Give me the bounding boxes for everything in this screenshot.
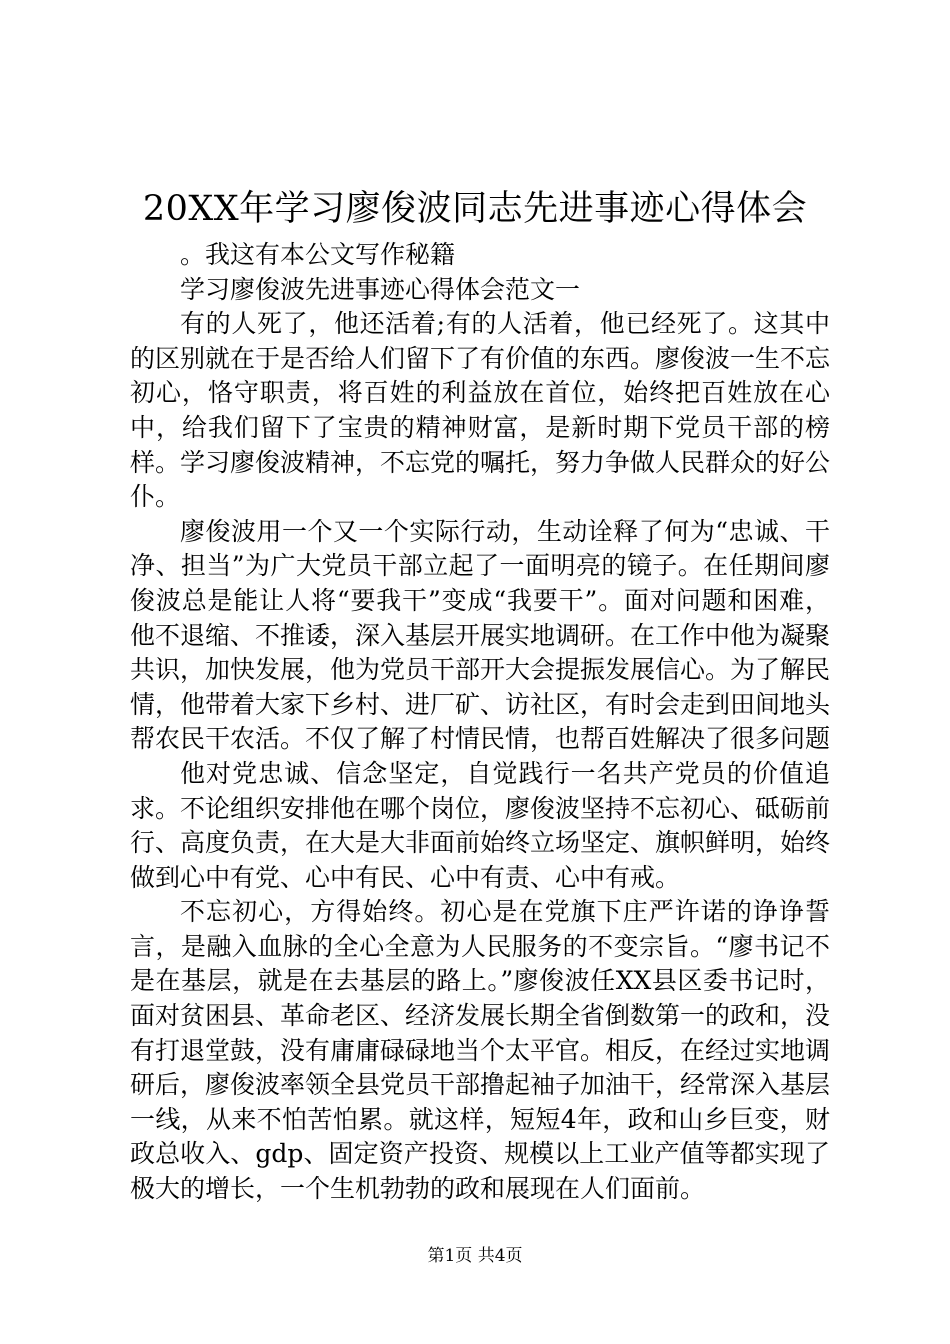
intro-line: 。我这有本公文写作秘籍	[180, 240, 456, 269]
document-title: 20XX年学习廖俊波同志先进事迹心得体会	[142, 189, 808, 229]
section-heading: 学习廖俊波先进事迹心得体会范文一	[180, 274, 581, 304]
body-paragraph: 廖俊波用一个又一个实际行动，生动诠释了何为“忠诚、干净、担当”为广大党员干部立起了一面明亮的镜子。在任期间廖俊波总是能让人将“要我干”变成“我要干”。面对问题和困难，他不退缩、不推诿，深入基层开展实地调研。在工作中他为凝聚共识，加快发展，他为党员干部开大会提振发展信心。为了解民情，他带着大家下乡村、进厂矿、访社区，有时会走到田间地头帮农民干农活。不仅了解了村情民情，也帮百姓解决了很多问题	[130, 516, 831, 754]
page-number-footer: 第1页 共4页	[427, 1246, 523, 1266]
body-paragraph: 有的人死了，他还活着;有的人活着，他已经死了。这其中的区别就在于是否给人们留下了有价值的东西。廖俊波一生不忘初心，恪守职责，将百姓的利益放在首位，始终把百姓放在心中，给我们留下了宝贵的精神财富，是新时期下党员干部的榜样。学习廖俊波精神，不忘党的嘱托，努力争做人民群众的好公仆。	[130, 309, 831, 512]
body-paragraph: 他对党忠诚、信念坚定，自觉践行一名共产党员的价值追求。不论组织安排他在哪个岗位，廖俊波坚持不忘初心、砥砺前行、高度负责，在大是大非面前始终立场坚定、旗帜鲜明，始终做到心中有党、心中有民、心中有责、心中有戒。	[130, 758, 831, 892]
body-paragraph: 不忘初心，方得始终。初心是在党旗下庄严许诺的诤诤誓言，是融入血脉的全心全意为人民服务的不变宗旨。“廖书记不是在基层，就是在去基层的路上。”廖俊波任XX县区委书记时，面对贫困县、革命老区、经济发展长期全省倒数第一的政和，没有打退堂鼓，没有庸庸碌碌地当个太平官。相反，在经过实地调研后，廖俊波率领全县党员干部撸起袖子加油干，经常深入基层一线，从来不怕苦怕累。就这样，短短4年，政和山乡巨变，财政总收入、gdp、固定资产投资、规模以上工业产值等都实现了极大的增长，一个生机勃勃的政和展现在人们面前。	[130, 897, 831, 1204]
document-body	[130, 238, 830, 1207]
